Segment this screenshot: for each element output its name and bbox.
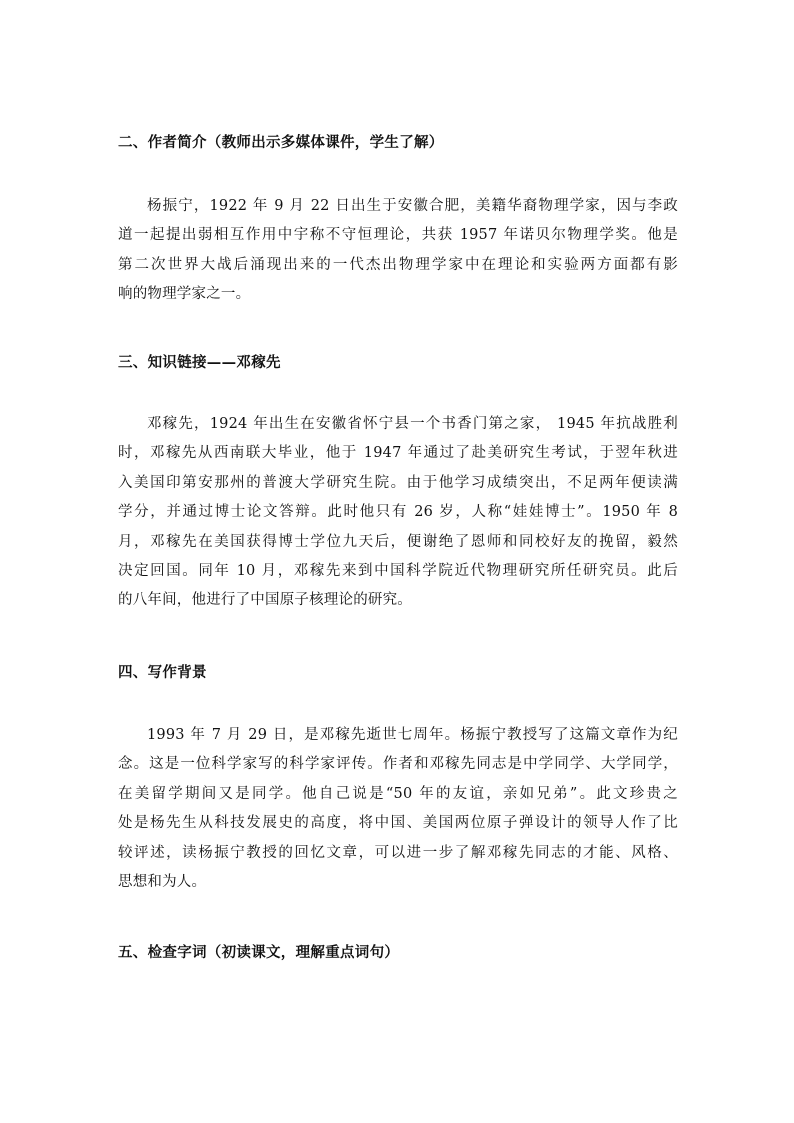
- paragraph-writing-background: [118, 721, 678, 897]
- section-heading-writing-background: 四、写作背景: [118, 664, 207, 681]
- paragraph-knowledge-link: [118, 410, 678, 616]
- text-line: 念。这是一位科学家写的科学家评传。作者和邓稼先同志是中学同学、大学同学，: [118, 756, 678, 773]
- text-line: 入美国印第安那州的普渡大学研究生院。由于他学习成绩突出，不足两年便读满: [118, 474, 678, 491]
- section-heading-vocabulary-check: 五、检查字词（初读课文，理解重点词句）: [118, 944, 400, 961]
- text-line: 第二次世界大战后涌现出来的一代杰出物理学家中在理论和实验两方面都有影: [118, 256, 678, 273]
- section-heading-knowledge-link: 三、知识链接——邓稼先: [118, 354, 281, 371]
- section-heading-author-intro: 二、作者简介（教师出示多媒体课件，学生了解）: [118, 134, 444, 151]
- text-line: 月，邓稼先在美国获得博士学位九天后，便谢绝了恩师和同校好友的挽留，毅然: [118, 533, 678, 550]
- text-line: 杨振宁，1922 年 9 月 22 日出生于安徽合肥，美籍华裔物理学家，因与李政: [147, 198, 678, 214]
- paragraph-author-intro: [118, 192, 678, 310]
- text-line: 响的物理学家之一。: [118, 286, 251, 303]
- text-line: 决定回国。同年 10 月，邓稼先来到中国科学院近代物理研究所任研究员。此后: [118, 562, 678, 579]
- text-line: 时，邓稼先从西南联大毕业，他于 1947 年通过了赴美研究生考试，于翌年秋进: [118, 445, 678, 462]
- text-line: 在美留学期间又是同学。他自己说是“50 年的友谊，亲如兄弟”。此文珍贵之: [118, 785, 678, 802]
- text-line: 邓稼先，1924 年出生在安徽省怀宁县一个书香门第之家， 1945 年抗战胜利: [147, 416, 678, 432]
- text-line: 较评述，读杨振宁教授的回忆文章，可以进一步了解邓稼先同志的才能、风格、: [118, 844, 678, 861]
- text-line: 的八年间，他进行了中国原子核理论的研究。: [118, 592, 412, 609]
- text-line: 1993 年 7 月 29 日，是邓稼先逝世七周年。杨振宁教授写了这篇文章作为纪: [147, 727, 678, 743]
- text-line: 思想和为人。: [118, 873, 207, 890]
- text-line: 道一起提出弱相互作用中宇称不守恒理论，共获 1957 年诺贝尔物理学奖。他是: [118, 227, 678, 244]
- text-line: 学分，并通过博士论文答辩。此时他只有 26 岁，人称“娃娃博士”。1950 年 8: [118, 504, 678, 521]
- text-line: 处是杨先生从科技发展史的高度，将中国、美国两位原子弹设计的领导人作了比: [118, 815, 678, 832]
